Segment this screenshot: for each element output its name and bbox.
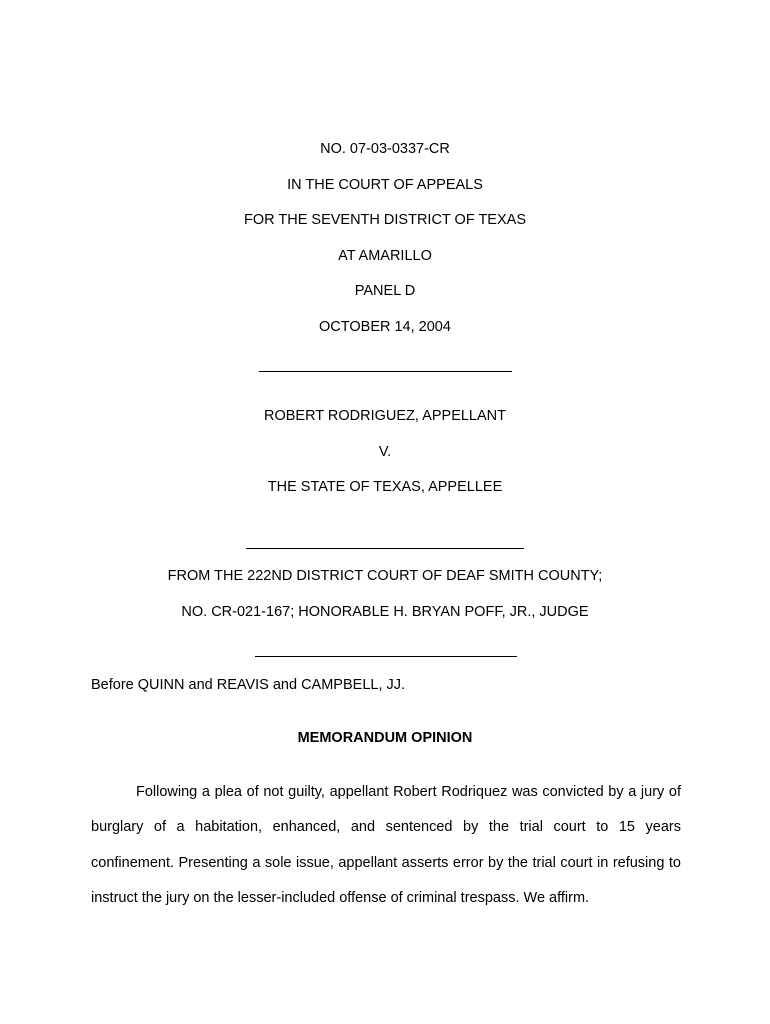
divider-rule: [246, 548, 524, 549]
trial-court: FROM THE 222ND DISTRICT COURT OF DEAF SMITH COUNTY;: [167, 568, 603, 584]
opinion-title: MEMORANDUM OPINION: [297, 730, 473, 746]
court-district: FOR THE SEVENTH DISTRICT OF TEXAS: [244, 212, 526, 228]
opinion-date: OCTOBER 14, 2004: [319, 319, 451, 335]
panel-label: PANEL D: [354, 283, 416, 299]
appellee-name: THE STATE OF TEXAS, APPELLEE: [267, 479, 503, 495]
versus-label: V.: [378, 444, 392, 460]
case-number: NO. 07-03-0337-CR: [320, 141, 450, 157]
appellant-name: ROBERT RODRIGUEZ, APPELLANT: [264, 408, 506, 424]
trial-case-judge: NO. CR-021-167; HONORABLE H. BRYAN POFF, JR., JUDGE: [181, 604, 589, 620]
divider-rule: [255, 656, 517, 657]
divider-rule: [259, 371, 512, 372]
court-name: IN THE COURT OF APPEALS: [287, 177, 483, 193]
opinion-paragraph: Following a plea of not guilty, appellant Robert Rodriquez was convicted by a jury of burglary of a habitation, enhanced, and sentenced by the trial court to 15 years confinement. Presenting a sole issue, appellant asserts error by the trial court in refusing to instruct the jury on the lesser-included offense of criminal trespass. We affirm.: [91, 784, 681, 906]
court-location: AT AMARILLO: [338, 248, 432, 264]
panel-judges: Before QUINN and REAVIS and CAMPBELL, JJ.: [91, 677, 406, 693]
